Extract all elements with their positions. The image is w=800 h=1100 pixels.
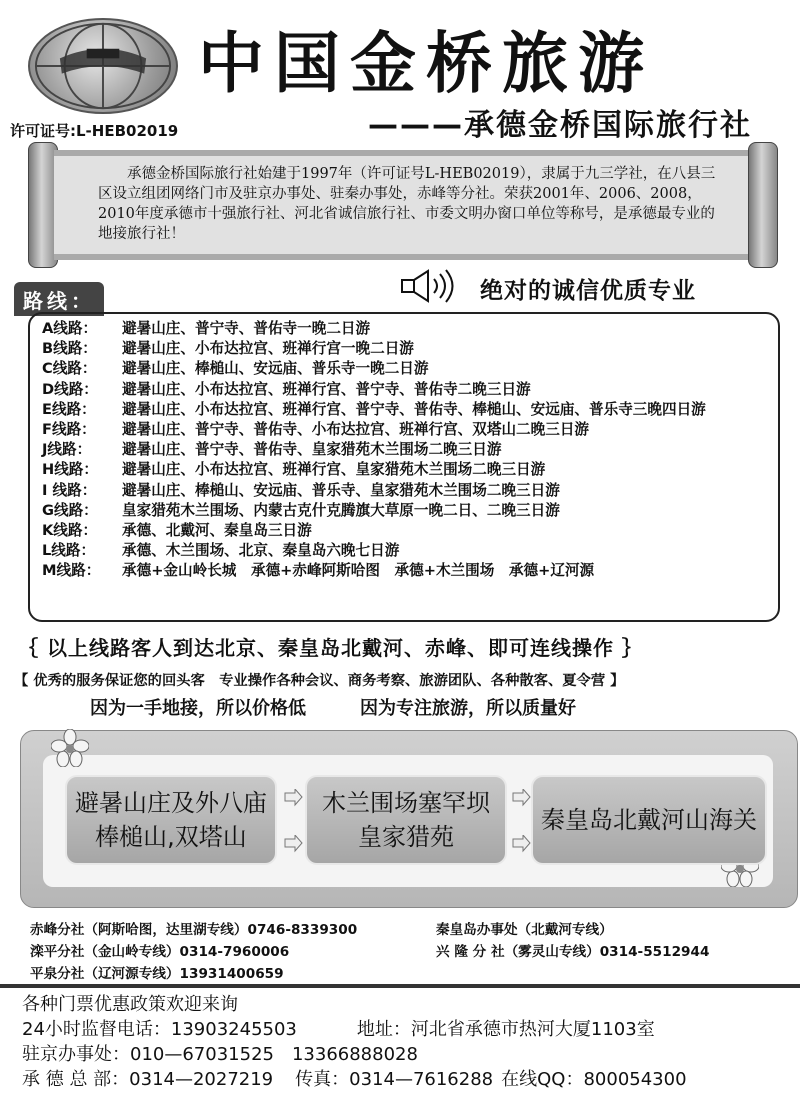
route-item (42, 319, 768, 339)
flower-icon (51, 729, 89, 767)
route-desc: 避暑山庄、小布达拉宫、班禅行宫、普宁寺、普佑寺、棒槌山、安远庙、普乐寺三晚四日游 (122, 400, 706, 418)
route-item (42, 460, 768, 480)
footer-row (22, 1042, 798, 1067)
slogan: 绝对的诚信优质专业 (480, 278, 696, 304)
route-code: A线路： (42, 320, 98, 337)
divider (0, 984, 800, 988)
route-item (42, 359, 768, 379)
mottos (90, 694, 770, 720)
attraction-line: 棒槌山,双塔山 (95, 823, 247, 851)
arrow-icon (511, 835, 531, 857)
globe-logo-icon (28, 18, 178, 114)
branch-luanping: 滦平分社（金山岭专线）0314-7960006 (30, 944, 290, 960)
route-desc: 承德+金山岭长城 承德+赤峰阿斯哈图 承德+木兰围场 承德+辽河源 (122, 562, 595, 580)
route-item (42, 440, 768, 460)
route-desc: 避暑山庄、小布达拉宫、班禅行宫、皇家猎苑木兰围场二晚三日游 (122, 461, 546, 479)
route-desc: 避暑山庄、棒槌山、安远庙、普乐寺一晚二日游 (122, 360, 429, 378)
route-code: F线路： (42, 421, 96, 439)
route-code: M线路： (42, 562, 101, 580)
route-desc: 皇家猎苑木兰围场、内蒙古克什克腾旗大草原一晚二日、二晚三日游 (122, 501, 560, 519)
arrow-icon (283, 789, 303, 811)
route-desc: 避暑山庄、普宁寺、普佑寺、皇家猎苑木兰围场二晚三日游 (122, 441, 502, 459)
route-item (42, 561, 768, 581)
route-desc: 避暑山庄、普宁寺、普佑寺一晚二日游 (122, 320, 371, 337)
route-code: B线路： (42, 340, 97, 358)
intro-text: 承德金桥国际旅行社始建于1997年（许可证号L-HEB02019），隶属于九三学社，在八县三区设立组团网络门市及驻京办事处、驻秦办事处，赤峰等分社。荣获2001年、2006、2008，2010年度承德市十强旅行社、河北省诚信旅行社、市委文明办窗口单位等称号，是承德最专业的地接旅行社！ (98, 166, 716, 242)
attraction-line: 皇家猎苑 (358, 823, 454, 851)
license-number: 许可证号:L-HEB02019 (10, 122, 179, 140)
route-code: C线路： (42, 360, 97, 378)
address: 地址：河北省承德市热河大厦1103室 (356, 1019, 655, 1040)
branch-chifeng: 赤峰分社（阿斯哈图，达里湖专线）0746-8339300 (30, 922, 358, 938)
route-desc: 避暑山庄、小布达拉宫、班禅行宫一晚二日游 (122, 340, 414, 358)
routes-list (28, 312, 780, 622)
scroll-roll-right (748, 142, 778, 268)
intro-paper (54, 150, 752, 260)
route-code: I 线路： (42, 481, 97, 499)
company-title: 中国金桥旅游 (198, 25, 654, 102)
services-line: 【 优秀的服务保证您的回头客 专业操作各种会议、商务考察、旅游团队、各种散客、夏令营 】 (14, 673, 625, 689)
branch-xinglong: 兴 隆 分 社（雾灵山专线）0314-5512944 (436, 944, 710, 960)
attraction-card (305, 775, 507, 865)
route-code: H线路： (42, 461, 98, 479)
arrow-icon (283, 835, 303, 857)
company-subtitle: ———承德金桥国际旅行社 (368, 108, 752, 143)
route-item (42, 339, 768, 359)
route-code: G线路： (42, 501, 98, 519)
motto-quality: 因为专注旅游，所以质量好 (360, 698, 576, 719)
arrow-icon (511, 789, 531, 811)
fax: 传真：0314—7616288 (295, 1069, 494, 1090)
welcome-text: 各种门票优惠政策欢迎来询 (22, 994, 238, 1015)
qq: 在线QQ：800054300 (501, 1069, 687, 1090)
route-desc: 承德、木兰围场、北京、秦皇岛六晚七日游 (122, 542, 400, 560)
branch-pingquan: 平泉分社（辽河源专线）13931400659 (30, 966, 284, 982)
route-code: E线路： (42, 400, 96, 418)
footer-row (22, 992, 798, 1017)
route-item (42, 400, 768, 420)
route-item (42, 501, 768, 521)
branches (0, 912, 800, 982)
routes-tag: 路线： (14, 282, 104, 316)
attraction-line: 木兰围场塞罕坝 (322, 789, 490, 817)
footer-row (22, 1067, 798, 1092)
route-item (42, 541, 768, 561)
hotline: 24小时监督电话：13903245503 (22, 1019, 297, 1040)
route-desc: 避暑山庄、小布达拉宫、班禅行宫、普宁寺、普佑寺二晚三日游 (122, 380, 531, 398)
motto-price: 因为一手地接，所以价格低 (90, 698, 306, 719)
route-desc: 避暑山庄、棒槌山、安远庙、普乐寺、皇家猎苑木兰围场二晚三日游 (122, 481, 560, 499)
beijing-office: 驻京办事处：010—67031525 13366888028 (22, 1044, 418, 1065)
route-code: K线路： (42, 522, 98, 540)
route-item (42, 380, 768, 400)
route-desc: 避暑山庄、普宁寺、普佑寺、小布达拉宫、班禅行宫、双塔山二晚三日游 (122, 421, 590, 439)
hq-phone: 承 德 总 部：0314—2027219 (22, 1069, 274, 1090)
contact-footer (22, 992, 798, 1092)
attraction-card (531, 775, 767, 865)
attraction-line: 秦皇岛北戴河山海关 (541, 806, 757, 834)
attraction-line: 避暑山庄及外八庙 (75, 789, 267, 817)
route-item (42, 481, 768, 501)
route-code: L线路： (42, 542, 96, 560)
route-code: D线路： (42, 380, 98, 398)
intro-scroll (28, 142, 778, 268)
route-code: J线路： (42, 441, 92, 459)
attractions-panel (20, 730, 798, 908)
footer-row (22, 1017, 798, 1042)
speaker-icon (398, 268, 458, 304)
attraction-card (65, 775, 277, 865)
route-item (42, 521, 768, 541)
branch-qinhuangdao: 秦皇岛办事处（北戴河专线） (436, 922, 613, 938)
route-item (42, 420, 768, 440)
route-desc: 承德、北戴河、秦皇岛三日游 (122, 522, 312, 540)
connect-notice: ｛ 以上线路客人到达北京、秦皇岛北戴河、赤峰、即可连线操作 ｝ (18, 636, 643, 660)
